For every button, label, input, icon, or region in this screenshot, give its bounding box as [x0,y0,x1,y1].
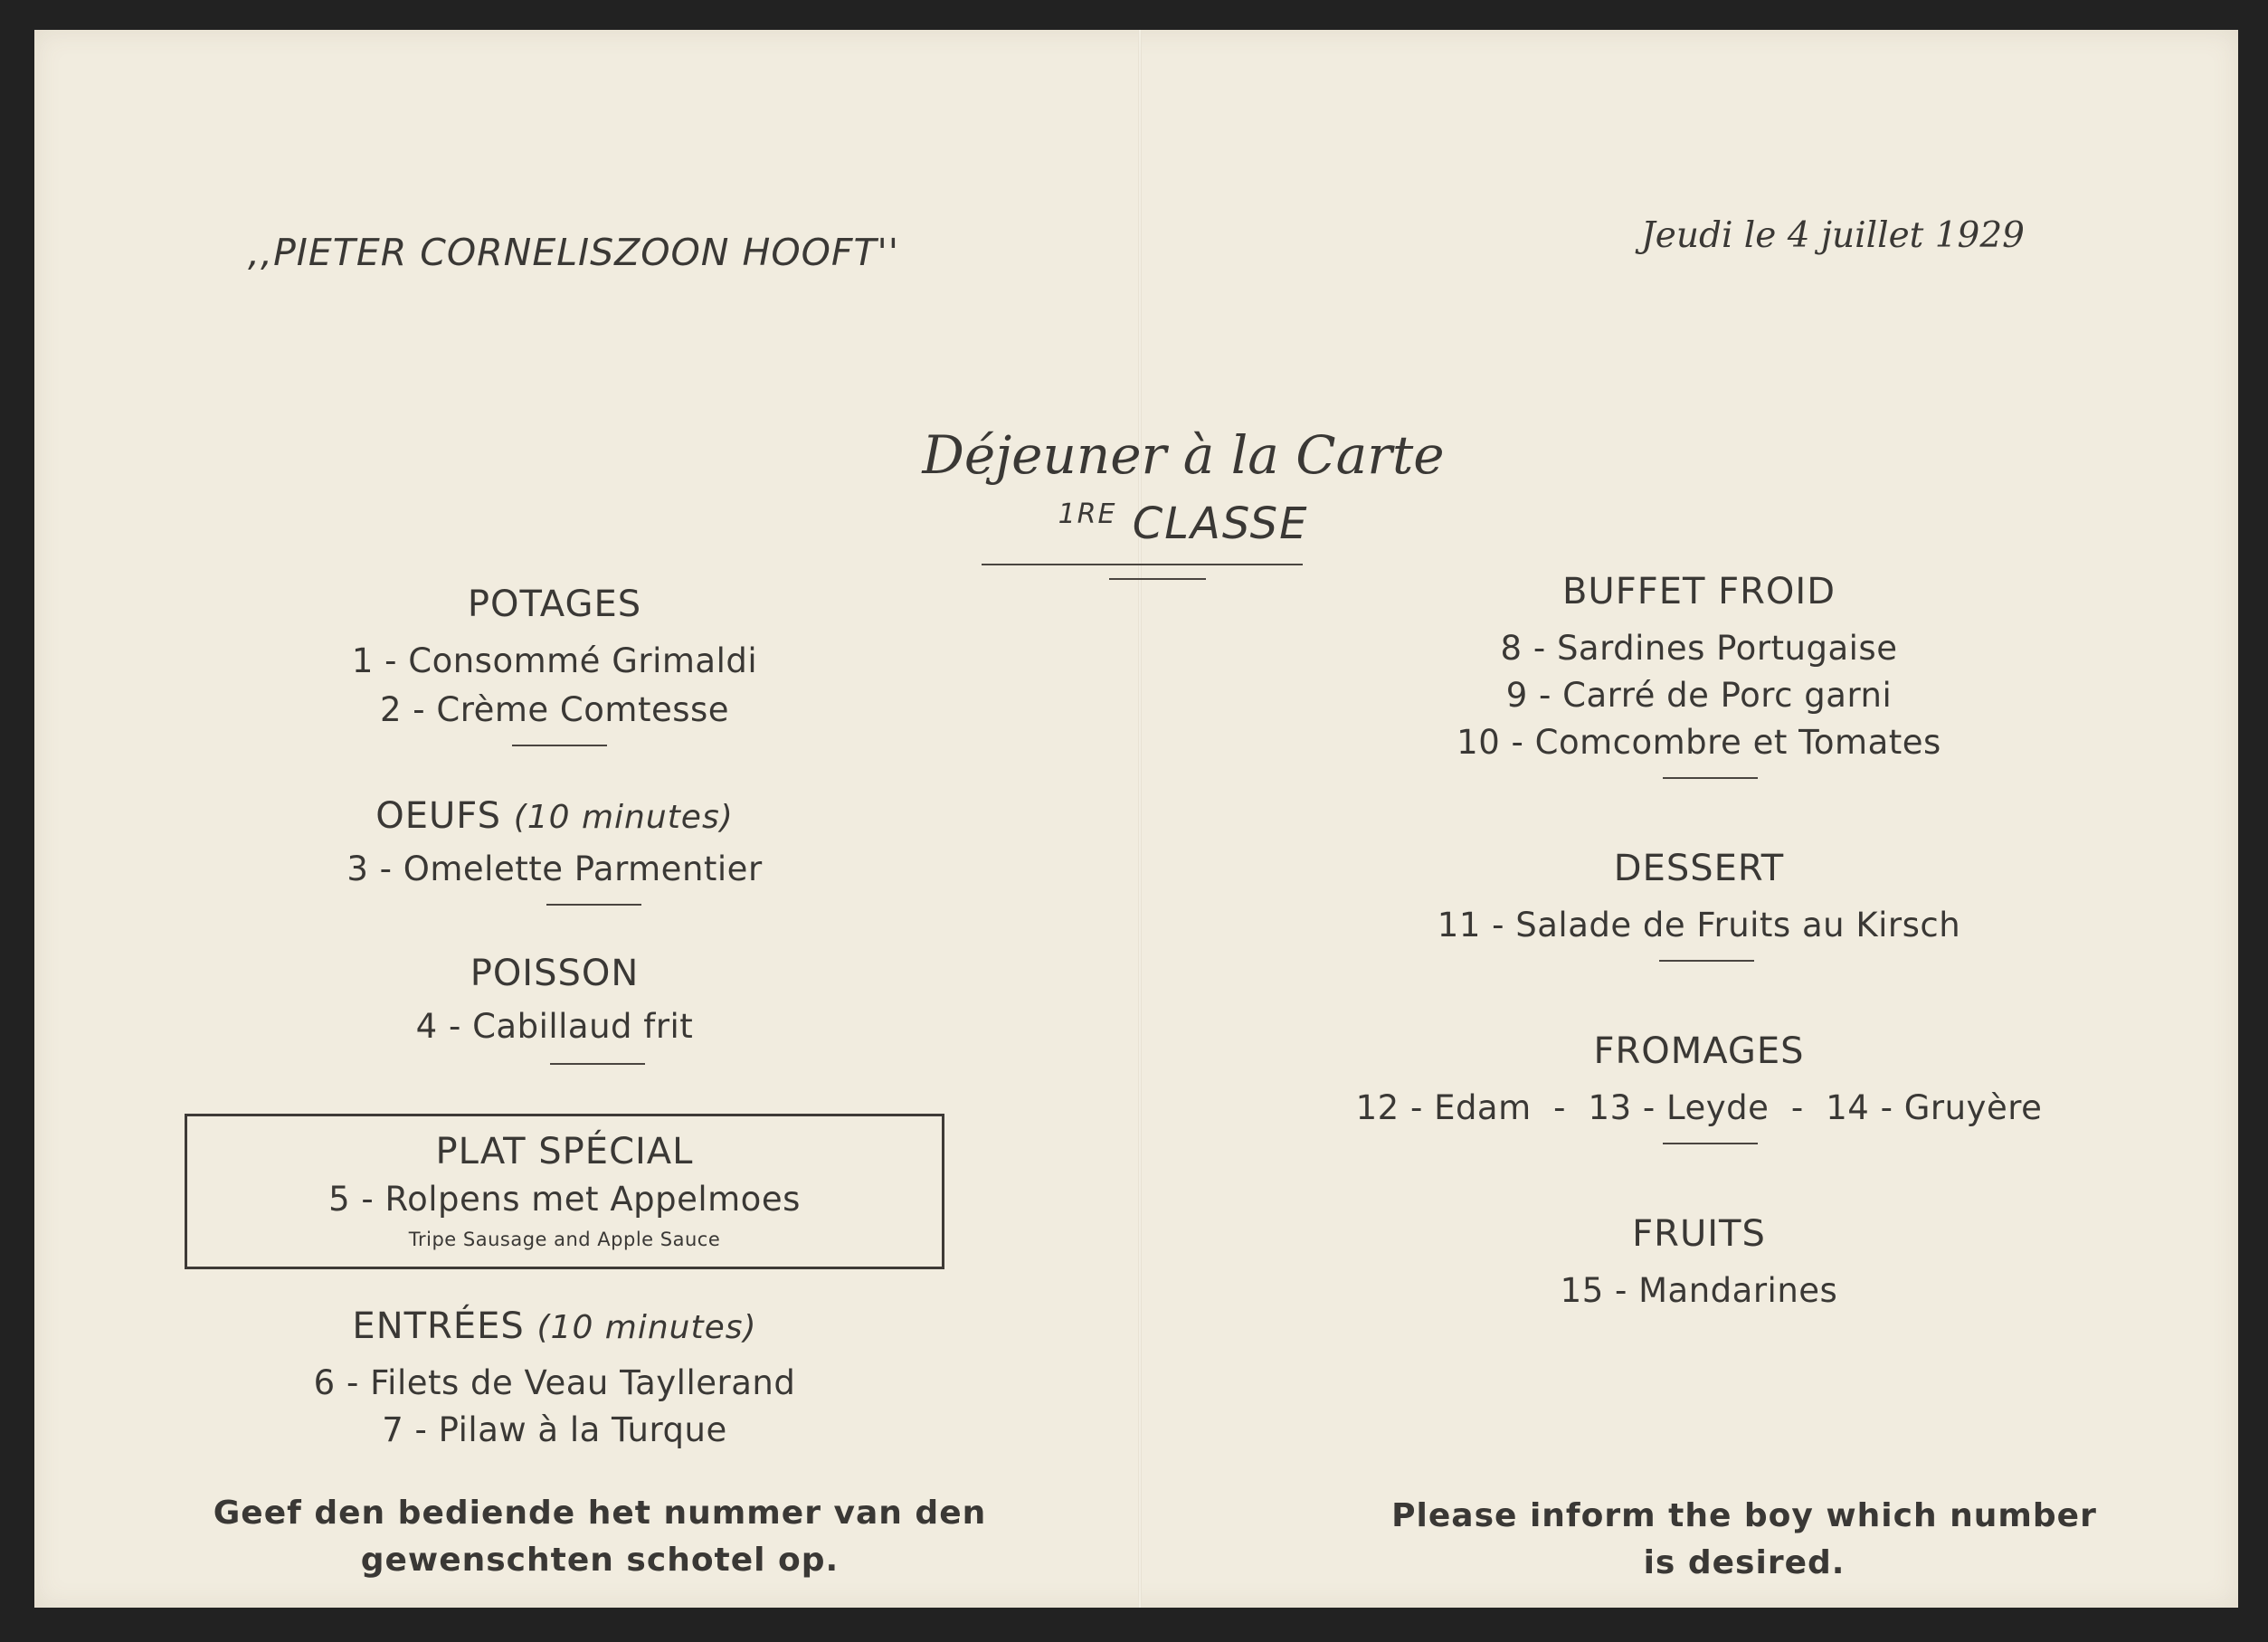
section-heading-dessert: DESSERT [1613,848,1785,889]
menu-item-10: 10 - Comcombre et Tomates [1457,723,1941,762]
section-heading-plat-special: PLAT SPÉCIAL [435,1131,694,1172]
menu-item-15: 15 - Mandarines [1560,1271,1838,1310]
section-divider [512,745,607,746]
footer-dutch-line-2: gewenschten schotel op. [360,1542,840,1579]
entrees-time-note: (10 minutes) [536,1309,757,1346]
menu-card [34,30,2238,1608]
entrees-heading-text: ENTRÉES [352,1305,525,1347]
footer-english-line-2: is desired. [1643,1544,1846,1581]
section-heading-poisson: POISSON [470,953,640,994]
ship-name: ,,PIETER CORNELISZOON HOOFT'' [248,231,900,274]
section-heading-oeufs [238,795,871,837]
section-divider [1659,960,1754,962]
menu-title: Déjeuner à la Carte [922,424,1445,486]
title-rule-long [982,564,1303,565]
oeufs-heading-text: OEUFS [375,795,501,837]
menu-item-11: 11 - Salade de Fruits au Kirsch [1437,906,1961,944]
footer-english [1292,1493,2197,1587]
menu-item-4: 4 - Cabillaud frit [415,1007,694,1046]
section-divider [550,1063,645,1065]
title-rule-short [1109,578,1206,580]
plat-special-translation: Tripe Sausage and Apple Sauce [408,1229,721,1250]
section-heading-buffet-froid: BUFFET FROID [1561,571,1836,612]
center-fold [1138,30,1142,1608]
class-text: CLASSE [1132,498,1309,549]
class-superscript: 1RE [1058,498,1117,530]
section-divider [1663,1143,1758,1144]
section-heading-fruits: FRUITS [1632,1213,1766,1255]
class-label [668,498,1699,549]
menu-item-9: 9 - Carré de Porc garni [1505,676,1893,715]
menu-item-1: 1 - Consommé Grimaldi [351,641,758,680]
menu-item-12-14: 12 - Edam - 13 - Leyde - 14 - Gruyère [1355,1088,2043,1127]
menu-item-8: 8 - Sardines Portugaise [1500,629,1898,668]
section-divider [546,904,641,906]
menu-item-2: 2 - Crème Comtesse [379,690,730,729]
section-heading-fromages: FROMAGES [1593,1030,1805,1072]
footer-dutch [147,1490,1052,1584]
section-heading-potages: POTAGES [467,584,642,625]
section-heading-entrees [193,1305,916,1347]
oeufs-time-note: (10 minutes) [513,799,734,836]
footer-dutch-line-1: Geef den bediende het nummer van den [213,1495,987,1532]
menu-item-6: 6 - Filets de Veau Tayllerand [313,1363,796,1402]
footer-english-line-1: Please inform the boy which number [1391,1497,2097,1534]
menu-item-5: 5 - Rolpens met Appelmoes [328,1180,801,1219]
menu-item-7: 7 - Pilaw à la Turque [382,1410,727,1449]
menu-date: Jeudi le 4 juillet 1929 [1641,215,2025,256]
section-divider [1663,777,1758,779]
menu-item-3: 3 - Omelette Parmentier [346,849,763,888]
plat-special-box [185,1114,944,1269]
